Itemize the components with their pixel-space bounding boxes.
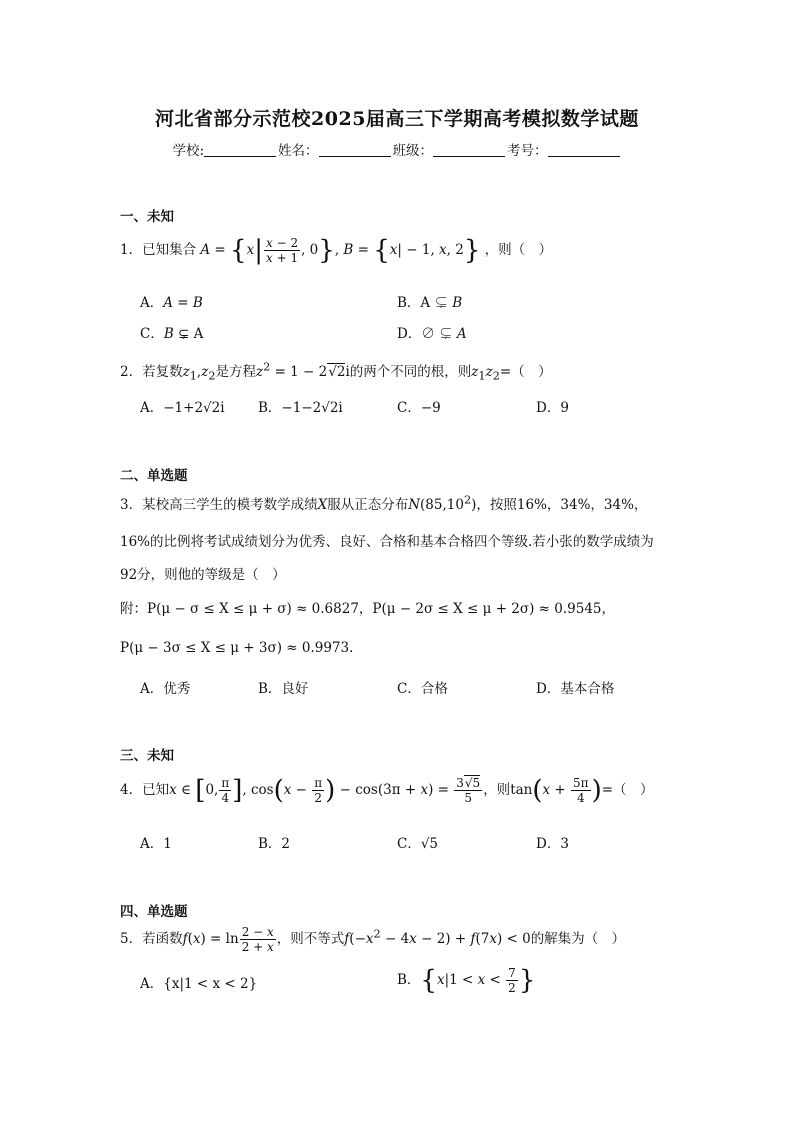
q5-option-b[interactable]: B．{x|1 < x < $\frac{7}{2}$ } <box>397 965 536 996</box>
q5-option-b-label: B． <box>397 972 421 988</box>
q2-stem: 2．若复数 <box>120 364 183 380</box>
q3-option-b[interactable]: B．良好 <box>258 681 309 697</box>
section-heading-1: 一、未知 <box>120 209 174 225</box>
q1-option-b[interactable]: B．A ⊊ B <box>397 295 463 311</box>
q4-option-d[interactable]: D．3 <box>536 836 569 852</box>
info-line <box>0 139 794 159</box>
q4-option-b[interactable]: B．2 <box>258 836 291 852</box>
q3-option-d[interactable]: D．基本合格 <box>536 681 615 697</box>
section-heading-3: 三、未知 <box>120 748 174 764</box>
question-3-line-1: 3．某校高三学生的模考数学成绩X服从正态分布N(85,10$^2$)，按照16%，34%，34%， <box>120 493 648 513</box>
q3-option-c[interactable]: C．合格 <box>397 681 448 697</box>
q3-l1a: 3．某校高三学生的模考数学成绩 <box>120 497 318 513</box>
q1-option-b-label: B． <box>397 295 421 311</box>
q3-l1c: ，按照16%，34%，34%， <box>476 497 648 513</box>
question-1 <box>120 236 552 265</box>
q5-option-a[interactable]: A．{x|1 < x < 2} <box>140 976 258 992</box>
name-blank[interactable] <box>319 143 391 157</box>
question-3-line-2: 16%的比例将考试成绩划分为优秀、良好、合格和基本合格四个等级.若小张的数学成绩为 <box>120 534 654 550</box>
q2-tail: =（ ） <box>499 364 552 380</box>
school-label: 学校: <box>172 143 205 159</box>
q2-mid2: 的两个不同的根，则 <box>349 364 472 380</box>
class-label: 班级： <box>392 143 434 159</box>
school-blank[interactable] <box>204 143 276 157</box>
q5-stem: 5．若函数 <box>120 931 183 947</box>
section-heading-2: 二、单选题 <box>120 468 188 484</box>
exam-no-blank[interactable] <box>548 143 620 157</box>
q1-stem: 1．已知集合 <box>120 242 197 258</box>
q4-option-c[interactable]: C．√5 <box>397 836 439 852</box>
q2-option-c[interactable]: C．−9 <box>397 400 441 416</box>
q2-mid: 是方程 <box>215 364 256 380</box>
page-title: 河北省部分示范校2025届高三下学期高考模拟数学试题 <box>155 108 639 130</box>
q1-tail: ，则（ ） <box>484 242 553 258</box>
question-3-line-3: 92分，则他的等级是（ ） <box>120 567 286 583</box>
q1-option-a-label: A． <box>140 295 164 311</box>
q4-option-a[interactable]: A．1 <box>140 836 172 852</box>
q1-option-d-label: D． <box>397 326 422 342</box>
q2-option-a[interactable]: A．−1+2√2i <box>140 400 225 416</box>
q3-l1b: 服从正态分布 <box>327 497 409 513</box>
q4-stem: 4．已知 <box>120 782 170 798</box>
question-3-line-5: P(μ − 3σ ≤ X ≤ μ + 3σ) ≈ 0.9973. <box>120 640 354 656</box>
q1-option-a[interactable]: A．A = B <box>140 295 203 311</box>
q1-option-c-label: C． <box>140 326 164 342</box>
q2-option-b[interactable]: B．−1−2√2i <box>258 400 343 416</box>
q4-tail: ，则 <box>483 782 511 798</box>
question-3-line-4: 附：P(μ − σ ≤ X ≤ μ + σ) ≈ 0.6827，P(μ − 2σ ≤ X ≤ μ + 2σ) ≈ 0.9545， <box>120 601 616 617</box>
q3-option-a[interactable]: A．优秀 <box>140 681 191 697</box>
q1-option-d[interactable]: D．∅ ⊊ A <box>397 326 467 342</box>
q2-option-d[interactable]: D．9 <box>536 400 569 416</box>
name-label: 姓名： <box>278 143 319 159</box>
exam-no-label: 考号： <box>507 143 548 159</box>
question-4: 4．已知x ∈ [0, $\frac{\pi}{4}$ ], cos(x − $\frac{\pi}{2}$ ) − cos(3π + x) = $\frac{3√5}{5}$ ，则tan(x + $\frac{5\pi}{4}$ )=（ ） <box>120 775 654 806</box>
q5-tail: 的解集为（ ） <box>530 931 626 947</box>
q5-mid: ，则不等式 <box>276 931 345 947</box>
class-blank[interactable] <box>433 143 505 157</box>
question-2: 2．若复数$z_1,z_2$是方程$z^2 = 1 - 2√2i$的两个不同的根，则$z_1z_2=$（ ） <box>120 360 552 383</box>
q1-option-c[interactable]: C．B ⊊ A <box>140 326 204 342</box>
question-5: 5．若函数f(x) = ln $\frac{2 - x}{2 + x}$ ，则不等式$f(-x^2 - 4x - 2) + f(7x) < 0$的解集为（ ） <box>120 925 626 954</box>
section-heading-4: 四、单选题 <box>120 904 188 920</box>
q4-end: =（ ） <box>601 782 654 798</box>
q1-set-a: A = {x| $\frac{x - 2}{x + 1}$ , 0}, B = {x| − 1, x, 2} <box>200 235 481 266</box>
